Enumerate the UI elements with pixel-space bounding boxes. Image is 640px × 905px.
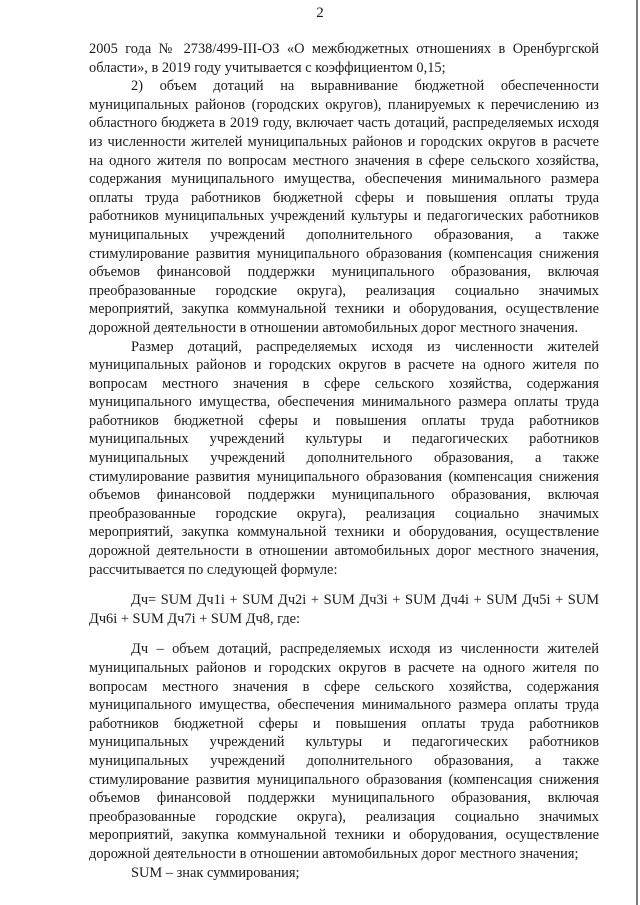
scan-edge-line (636, 0, 638, 905)
paragraph-item-2: 2) объем дотаций на выравнивание бюджетной обеспеченности муниципальных районов (городских округов), планируемых к перечислению из областного бюджета в 2019 году, включает часть дотаций, распределяемых исходя из численности жителей муниципальных районов и городских округов в расчете на одного жителя по вопросам местного значения в сфере сельского хозяйства, содержания муниципального имущества, обеспечения минимального размера оплаты труда работников бюджетной сферы и повышения оплаты труда работников муниципальных учреждений культуры и педагогических работников муниципальных учреждений дополнительного образования, а также стимулирование развития муниципального образования (компенсация снижения объемов финансовой поддержки муниципального образования, включая преобразованные городские округа), реализация социально значимых мероприятий, закупка коммунальной техники и оборудования, осуществление дорожной деятельности в отношении автомобильных дорог местного значения. (89, 78, 599, 336)
page-number: 2 (316, 5, 324, 21)
paragraph-sum-definition: SUM – знак суммирования; (131, 864, 300, 881)
paragraph-law-reference: 2005 года № 2738/499-III-ОЗ «О межбюджетных отношениях в Оренбургской области», в 2019 году учитывается с коэффициентом 0,15; (89, 41, 599, 76)
formula: Дч= SUM Дч1i + SUM Дч2i + SUM Дч3i + SUM Дч4i + SUM Дч5i + SUM Дч6i + SUM Дч7i + SUM Дч8, где: (89, 592, 599, 627)
document-body (89, 40, 599, 882)
paragraph-dch-definition: Дч – объем дотаций, распределяемых исходя из численности жителей муниципальных районов и городских округов в расчете на одного жителя по вопросам местного значения в сфере сельского хозяйства, содержания муниципального имущества, обеспечения минимального размера оплаты труда работников бюджетной сферы и повышения оплаты труда работников муниципальных учреждений культуры и педагогических работников муниципальных учреждений дополнительного образования, а также стимулирование развития муниципального образования (компенсация снижения объемов финансовой поддержки муниципального образования, включая преобразованные городские округа), реализация социально значимых мероприятий, закупка коммунальной техники и оборудования, осуществление дорожной деятельности в отношении автомобильных дорог местного значения; (89, 641, 599, 862)
paragraph-subsidy-size: Размер дотаций, распределяемых исходя из численности жителей муниципальных районов и городских округов в расчете на одного жителя по вопросам местного значения в сфере сельского хозяйства, содержания муниципального имущества, обеспечения минимального размера оплаты труда работников бюджетной сферы и повышения оплаты труда работников муниципальных учреждений культуры и педагогических работников муниципальных учреждений дополнительного образования, а также стимулирование развития муниципального образования (компенсация снижения объемов финансовой поддержки муниципального образования, включая преобразованные городские округа), реализация социально значимых мероприятий, закупка коммунальной техники и оборудования, осуществление дорожной деятельности в отношении автомобильных дорог местного значения, рассчитывается по следующей формуле: (89, 338, 599, 578)
